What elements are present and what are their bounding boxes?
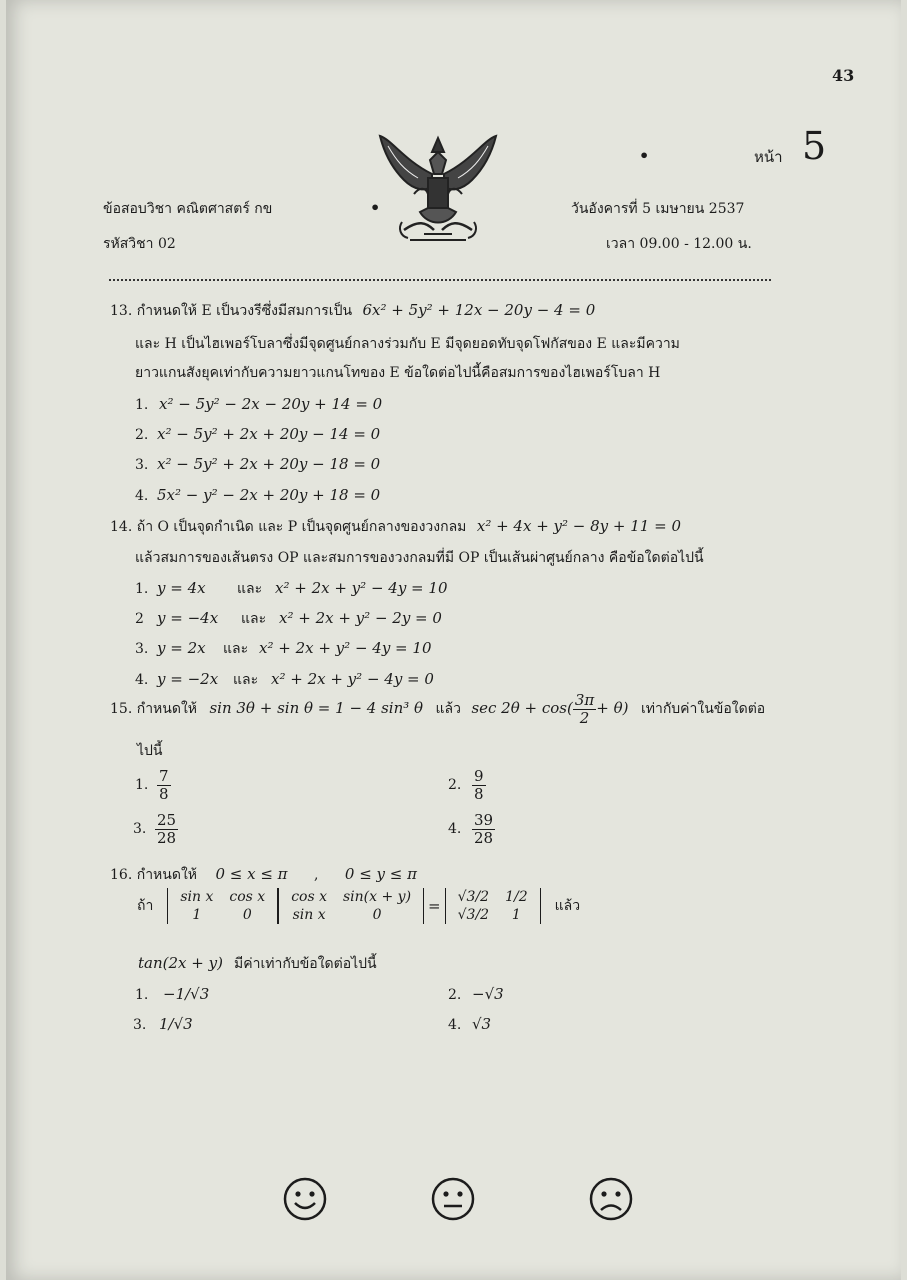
option-1[interactable]: 1. $\frac{7}{8}$ xyxy=(135,767,169,803)
question-text: กำหนดให้ E เป็นวงรีซึ่งมีสมการเป็น xyxy=(136,303,353,319)
option-3[interactable]: 3. $\frac{25}{28}$ xyxy=(133,811,177,847)
question-number: 13. xyxy=(110,303,133,319)
exam-subject: ข้อสอบวิชา คณิตศาสตร์ กข xyxy=(103,201,273,217)
neutral-face-icon[interactable] xyxy=(430,1176,476,1222)
option-2[interactable]: 2. −√3 xyxy=(448,985,504,1003)
equation: x² + 4x + y² − 8y + 11 = 0 xyxy=(476,517,681,535)
question-16: 16. กำหนดให้ 0 ≤ x ≤ π , 0 ≤ y ≤ π xyxy=(110,865,417,883)
option-3[interactable]: 3. 1/√3 xyxy=(133,1015,193,1033)
subject-code: รหัสวิชา 02 xyxy=(103,236,176,252)
option-2[interactable]: 2 y = −4x และ x² + 2x + y² − 2y = 0 xyxy=(135,609,442,627)
option-4[interactable]: 4. $\frac{39}{28}$ xyxy=(448,811,494,847)
page-number: 5 xyxy=(802,124,827,168)
happy-face-icon[interactable] xyxy=(282,1176,328,1222)
question-13 xyxy=(110,300,595,322)
question-text: กำหนดให้ xyxy=(136,867,198,883)
question-text: กำหนดให้ xyxy=(136,701,198,717)
question-text: และ H เป็นไฮเพอร์โบลาซึ่งมีจุดศูนย์กลางร่วมกับ E มีจุดยอดทับจุดโฟกัสของ E และมีความ xyxy=(135,336,680,352)
matrix-c: √3/2 1/2 √3/2 1 xyxy=(445,888,541,924)
option-4[interactable]: 4. √3 xyxy=(448,1015,492,1033)
page-label: หน้า xyxy=(754,148,783,166)
option-2[interactable]: 2. $\frac{9}{8}$ xyxy=(448,767,484,803)
question-text: tan(2x + y) มีค่าเท่ากับข้อใดต่อไปนี้ xyxy=(138,954,377,972)
fraction: $\frac{3\pi}{2}$ xyxy=(574,691,595,727)
option-3[interactable]: 3. y = 2x และ x² + 2x + y² − 4y = 10 xyxy=(135,639,432,657)
option-2[interactable]: 2. x² − 5y² + 2x + 20y − 14 = 0 xyxy=(135,425,381,443)
exam-time: เวลา 09.00 - 12.00 น. xyxy=(606,236,752,252)
matrix-equation: ถ้า sin x cos x 1 0 cos x sin(x + y) sin x 0 = √3/2 1/2 √3/2 1 แล้ว xyxy=(137,889,581,923)
option-3[interactable]: 3. x² − 5y² + 2x + 20y − 18 = 0 xyxy=(135,455,381,473)
question-15: 15. กำหนดให้ sin 3θ + sin θ = 1 − 4 sin³ θ แล้ว sec 2θ + cos( $\frac{3\pi}{2}$ + θ) เท่ากับค่าในข้อใดต่อ xyxy=(110,691,766,727)
option-1[interactable]: 1. y = 4x และ x² + 2x + y² − 4y = 10 xyxy=(135,579,448,597)
option-1[interactable]: 1. −1/√3 xyxy=(135,985,210,1003)
sad-face-icon[interactable] xyxy=(588,1176,634,1222)
option-4[interactable]: 4. y = −2x และ x² + 2x + y² − 4y = 0 xyxy=(135,670,434,688)
matrix-b: cos x sin(x + y) sin x 0 xyxy=(278,888,424,924)
sheet-number: 43 xyxy=(832,66,855,85)
question-text: ยาวแกนสังยุคเท่ากับความยาวแกนโทของ E ข้อใดต่อไปนี้คือสมการของไฮเพอร์โบลา H xyxy=(135,365,661,381)
ink-dot: • xyxy=(370,198,381,217)
equation: 6x² + 5y² + 12x − 20y − 4 = 0 xyxy=(362,301,596,319)
equation: sin 3θ + sin θ = 1 − 4 sin³ θ xyxy=(209,699,424,717)
option-4[interactable]: 4. 5x² − y² − 2x + 20y + 18 = 0 xyxy=(135,486,381,504)
ink-dot: • xyxy=(639,146,650,165)
exam-page xyxy=(6,0,901,1280)
header-divider xyxy=(109,279,771,281)
matrix-a: sin x cos x 1 0 xyxy=(167,888,278,924)
question-text: แล้วสมการของเส้นตรง OP และสมการของวงกลมที่มี OP เป็นเส้นผ่าศูนย์กลาง คือข้อใดต่อไปนี้ xyxy=(135,550,704,566)
question-14 xyxy=(110,516,681,538)
question-number: 16. xyxy=(110,867,133,883)
option-1[interactable]: 1. x² − 5y² − 2x − 20y + 14 = 0 xyxy=(135,395,383,413)
garuda-emblem-icon xyxy=(374,130,502,248)
question-number: 14. xyxy=(110,519,133,535)
question-text: ไปนี้ xyxy=(137,743,163,759)
question-number: 15. xyxy=(110,701,133,717)
question-text: ถ้า O เป็นจุดกำเนิด และ P เป็นจุดศูนย์กลางของวงกลม xyxy=(136,519,467,535)
exam-date: วันอังคารที่ 5 เมษายน 2537 xyxy=(571,201,745,217)
